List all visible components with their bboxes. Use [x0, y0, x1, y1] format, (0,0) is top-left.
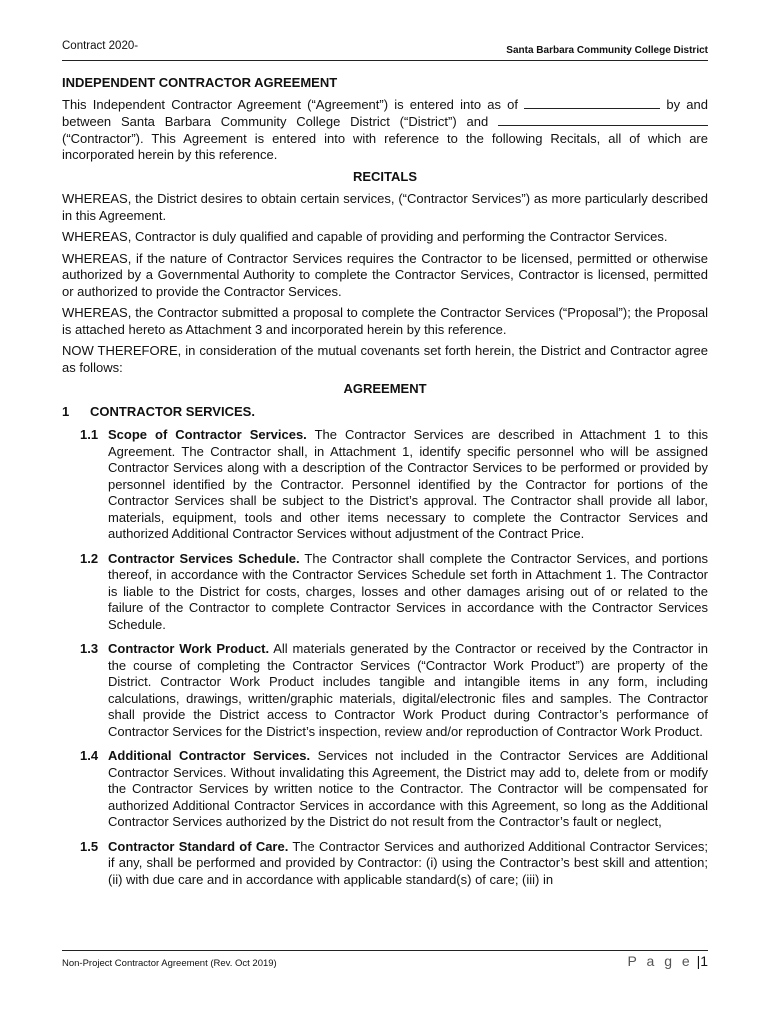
clause-number: 1.5: [80, 838, 99, 854]
clause-text: [108, 551, 708, 634]
clause-item: [62, 551, 708, 634]
clause-text: [108, 839, 708, 889]
clause-heading: Contractor Work Product.: [108, 641, 270, 656]
clause-body: All materials generated by the Contractor or received by the Contractor in the course of completing the Contractor Services (“Contractor Work Product”) are property of the District. Contractor Work Product includes tangible and intangible items in any form, including calculations, drawings, written/graphic materials, digital/electronic files and samples. The Contractor shall provide the District access to Contractor Work Product during Contractor’s performance of Contractor Services for the District’s inspection, review and/or reproduction of Contractor Work Product.: [108, 641, 708, 739]
page-separator: |: [696, 953, 701, 969]
clause-text: [108, 427, 708, 543]
intro-part3: (“Contractor”). This Agreement is entered into with reference to the following Recitals, all of which are incorporated herein by this reference.: [62, 130, 708, 162]
clause-item: [62, 839, 708, 889]
clause-body: Services not included in the Contractor Services are Additional Contractor Services. Without invalidating this Agreement, the District may add to, delete from or modify the Contractor Services by written notice to the Contractor. The Contractor will be compensated for authorized Additional Contractor Services in accordance with this Agreement, so long as the Additional Contractor Services authorized by the District do not result from the Contractor’s fault or neglect,: [108, 748, 708, 829]
footer-page-indicator: [628, 953, 708, 969]
clause-item: [62, 748, 708, 831]
clause-body: The Contractor Services are described in Attachment 1 to this Agreement. The Contractor shall, in Attachment 1, identify specific personnel who will be assigned Contractor Services along with a description of the Contractor Services to be performed or provided by personnel identified by the Contractor. Personnel identified by the Contractor for portions of the Contractor Services shall be subject to the District’s approval. The Contractor shall provide all labor, materials, equipment, tools and other items necessary to complete the Contractor Services and authorized Additional Contractor Services without adjustment of the Contract Price.: [108, 427, 709, 541]
clause-heading: Scope of Contractor Services.: [108, 427, 307, 442]
clause-heading: Contractor Standard of Care.: [108, 838, 289, 854]
intro-part1: This Independent Contractor Agreement (“Agreement”) is entered into as of: [62, 96, 518, 112]
clause-body: The Contractor Services and authorized Additional Contractor Services; if any, shall be performed and provided by Contractor: (i) using the Contractor’s best skill and attention; (ii) with due care and in accordance with applicable standard(s) of care; (iii) in: [108, 838, 708, 887]
date-blank-field[interactable]: [524, 96, 660, 109]
recital-paragraph: NOW THEREFORE, in consideration of the mutual covenants set forth herein, the District and Contractor agree as follows:: [62, 343, 708, 375]
page-number: 1: [700, 953, 708, 969]
page-label: P a g e: [627, 953, 693, 969]
intro-part2: by and between Santa Barbara Community College District (“District”) and: [62, 96, 708, 129]
clause-text: [108, 748, 708, 831]
section-title: CONTRACTOR SERVICES.: [90, 403, 255, 419]
clause-number: 1.2: [80, 550, 99, 566]
recital-paragraph: WHEREAS, the Contractor submitted a proposal to complete the Contractor Services (“Proposal”); the Proposal is attached hereto as Attachment 3 and incorporated herein by this reference.: [62, 305, 708, 337]
document-title: INDEPENDENT CONTRACTOR AGREEMENT: [62, 75, 338, 90]
clause-text: [108, 641, 708, 740]
clause-item: [62, 641, 708, 740]
clause-heading: Additional Contractor Services.: [108, 748, 311, 763]
section-heading: [62, 404, 708, 421]
section-number: 1: [62, 403, 70, 419]
header-contract-number: Contract 2020-: [62, 40, 139, 52]
recital-paragraph: WHEREAS, the District desires to obtain certain services, (“Contractor Services”) as more particularly described in this Agreement.: [62, 191, 708, 223]
clause-number: 1.1: [80, 427, 99, 442]
recital-paragraph: WHEREAS, Contractor is duly qualified and capable of providing and performing the Contractor Services.: [62, 229, 668, 244]
clause-number: 1.3: [80, 641, 99, 656]
clause-item: [62, 427, 708, 543]
document-body: [62, 75, 708, 896]
header-district-name: Santa Barbara Community College District: [506, 45, 708, 56]
intro-paragraph: [62, 96, 708, 164]
clause-body: The Contractor shall complete the Contractor Services, and portions thereof, in accordance with the Contractor Services Schedule set forth in Attachment 1. The Contractor is liable to the District for costs, charges, losses and other damages arising out of or related to the failure of the Contractor to complete Contractor Services in accordance with the Contractor Services Schedule.: [108, 550, 708, 632]
recitals-heading: RECITALS: [352, 168, 418, 184]
recital-paragraph: WHEREAS, if the nature of Contractor Services requires the Contractor to be licensed, permitted or otherwise authorized by a Governmental Authority to complete the Contractor Services, Contractor is licensed, permitted or authorized to provide the Contractor Services.: [62, 250, 708, 299]
contractor-name-blank-field[interactable]: [498, 113, 708, 126]
clause-heading: Contractor Services Schedule.: [108, 550, 300, 566]
footer-form-revision: Non-Project Contractor Agreement (Rev. Oct 2019): [62, 958, 277, 969]
clause-number: 1.4: [80, 748, 99, 763]
header-divider: [62, 60, 708, 61]
agreement-heading: AGREEMENT: [343, 381, 427, 396]
footer-divider: [62, 950, 708, 951]
